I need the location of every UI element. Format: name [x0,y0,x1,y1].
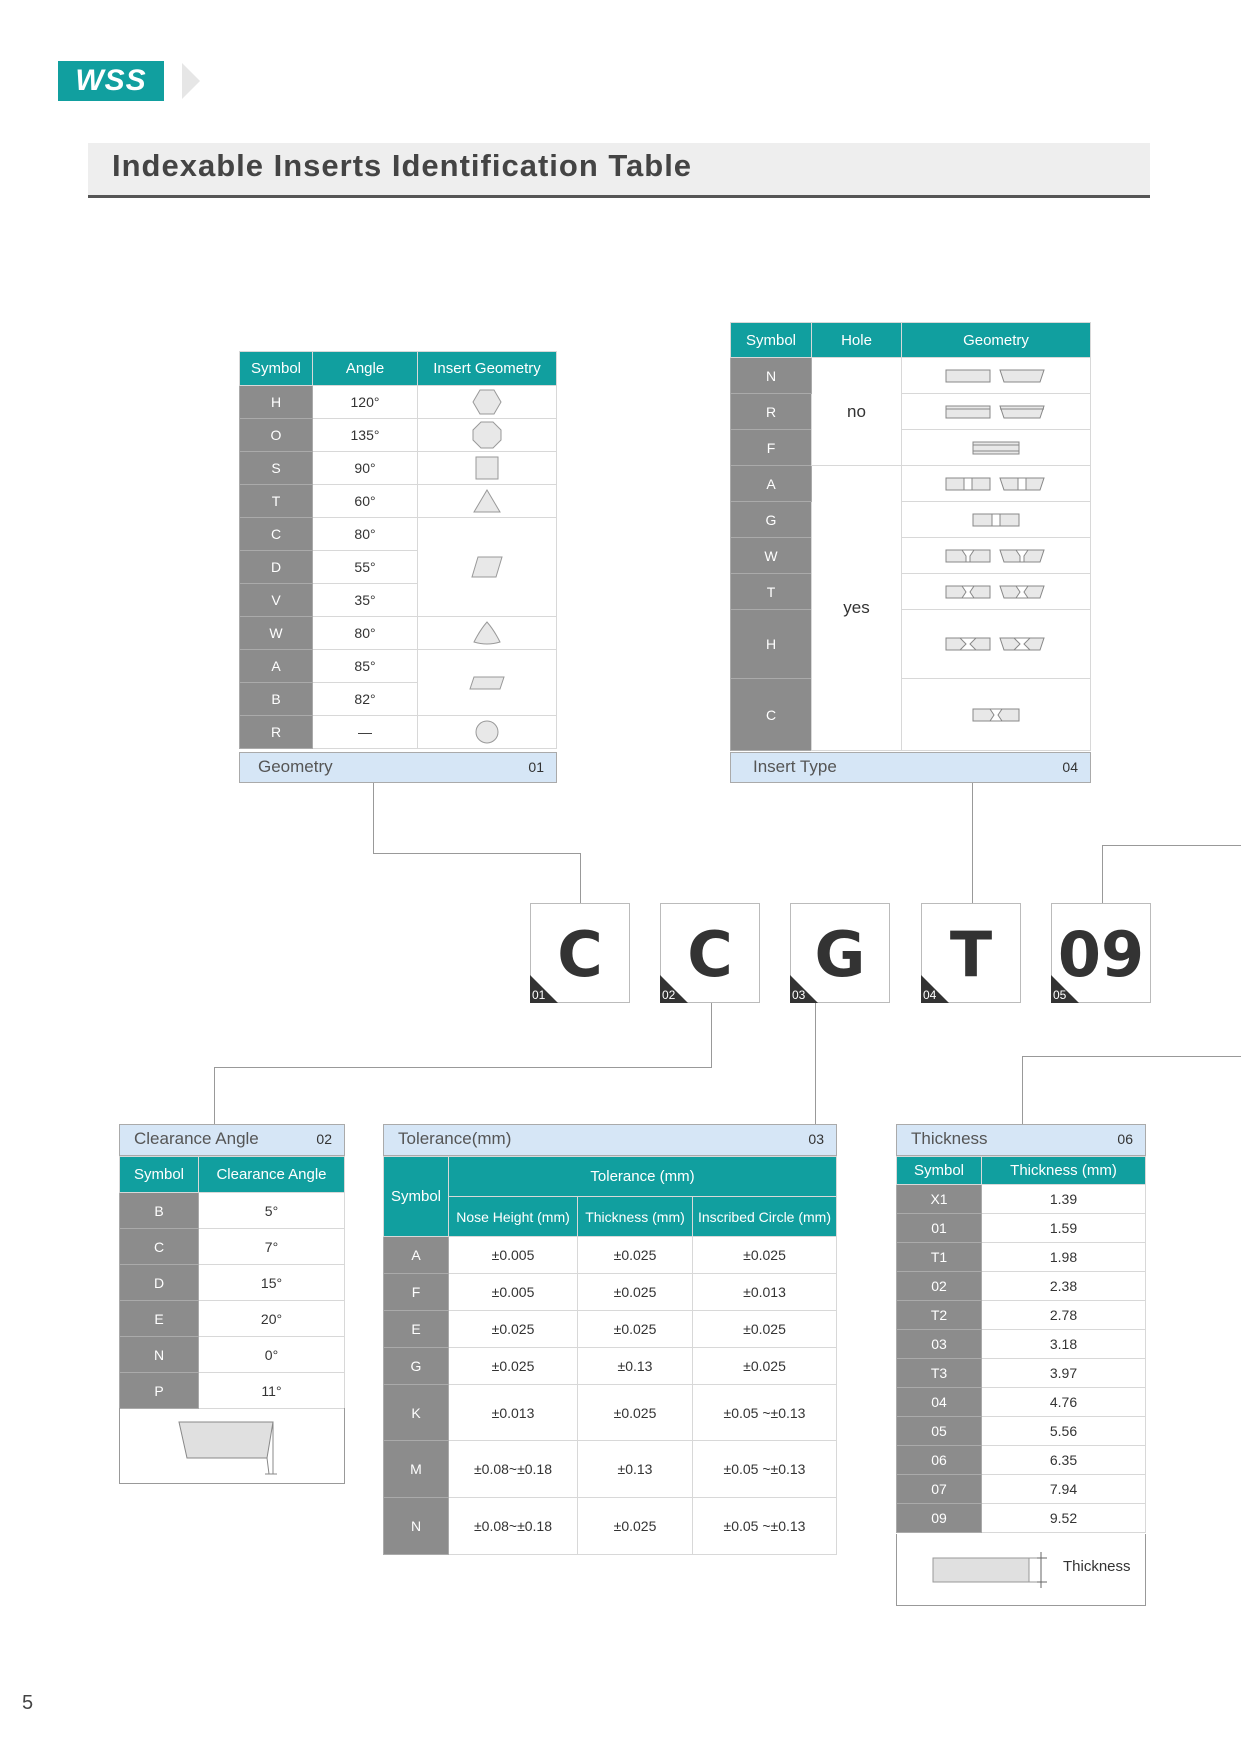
caption-title: Geometry [258,757,333,776]
col-header: Inscribed Circle (mm) [693,1197,837,1237]
angle-cell: 80° [313,617,418,650]
code-number: 01 [532,988,546,1002]
caption-title: Clearance Angle [134,1129,259,1148]
thickness-cell: ±0.025 [578,1274,693,1311]
connector-line [1102,845,1241,846]
value-cell: 20° [199,1301,345,1337]
nose-cell: ±0.025 [449,1311,578,1348]
symbol-cell: W [731,538,812,574]
connector-line [373,783,374,853]
ic-cell: ±0.05 ~±0.13 [693,1385,837,1441]
col-header: Symbol [731,323,812,358]
square-icon [418,452,557,485]
thickness-cell: ±0.025 [578,1237,693,1274]
insert-profile-icon [902,679,1091,751]
col-header: Hole [812,323,902,358]
octagon-icon [418,419,557,452]
hole-cell: no [812,358,902,466]
angle-cell: 60° [313,485,418,518]
value-cell: 5.56 [982,1417,1146,1446]
ic-cell: ±0.025 [693,1311,837,1348]
insert-profile-icon [902,574,1091,610]
parallelogram-icon [418,650,557,716]
thickness-cell: ±0.025 [578,1498,693,1555]
code-box-05 [1051,903,1151,1003]
thickness-diagram [896,1534,1146,1606]
symbol-cell: E [120,1301,199,1337]
value-cell: 9.52 [982,1504,1146,1533]
nose-cell: ±0.08~±0.18 [449,1498,578,1555]
hexagon-icon [418,386,557,419]
caption-number: 02 [316,1131,332,1147]
code-box-01 [530,903,630,1003]
symbol-cell: 09 [897,1504,982,1533]
value-cell: 5° [199,1193,345,1229]
angle-cell: 55° [313,551,418,584]
tolerance-table [383,1156,837,1555]
symbol-cell: R [240,716,313,749]
symbol-cell: 02 [897,1272,982,1301]
thickness-cell: ±0.13 [578,1441,693,1498]
symbol-cell: 03 [897,1330,982,1359]
code-box-02 [660,903,760,1003]
insert-profile-icon [902,430,1091,466]
symbol-cell: D [120,1265,199,1301]
value-cell: 15° [199,1265,345,1301]
symbol-cell: C [120,1229,199,1265]
clearance-diagram [119,1408,345,1484]
thickness-caption [896,1124,1146,1156]
clearance-table [119,1156,345,1409]
symbol-cell: N [384,1498,449,1555]
symbol-cell: F [384,1274,449,1311]
symbol-cell: H [240,386,313,419]
geometry-table [239,351,557,749]
triangle-icon [418,485,557,518]
symbol-cell: 07 [897,1475,982,1504]
angle-cell: — [313,716,418,749]
symbol-cell: M [384,1441,449,1498]
connector-line [214,1067,215,1124]
tolerance-caption [383,1124,837,1156]
clearance-angle-icon [177,1414,287,1478]
col-header: Symbol [897,1157,982,1185]
caption-title: Insert Type [753,757,837,776]
thickness-cell: ±0.025 [578,1311,693,1348]
symbol-cell: O [240,419,313,452]
value-cell: 0° [199,1337,345,1373]
code-box-04 [921,903,1021,1003]
nose-cell: ±0.08~±0.18 [449,1441,578,1498]
insert-profile-icon [902,538,1091,574]
thickness-label: Thickness [1063,1558,1131,1575]
insert-profile-icon [902,466,1091,502]
symbol-cell: A [731,466,812,502]
col-header: Insert Geometry [418,352,557,386]
thickness-profile-icon [931,1550,1061,1590]
angle-cell: 35° [313,584,418,617]
col-header: Nose Height (mm) [449,1197,578,1237]
angle-cell: 80° [313,518,418,551]
code-number: 05 [1053,988,1067,1002]
connector-line [972,783,973,903]
value-cell: 6.35 [982,1446,1146,1475]
logo-arrow-icon [180,61,202,101]
connector-line [1022,1056,1241,1057]
symbol-cell: N [731,358,812,394]
nose-cell: ±0.005 [449,1274,578,1311]
code-char: 09 [1057,918,1145,991]
code-char: C [557,918,603,991]
hole-cell: yes [812,466,902,751]
col-group-header: Tolerance (mm) [449,1157,837,1197]
symbol-cell: B [240,683,313,716]
symbol-cell: 05 [897,1417,982,1446]
symbol-cell: F [731,430,812,466]
symbol-cell: P [120,1373,199,1409]
circle-icon [418,716,557,749]
insert-profile-icon [902,610,1091,679]
symbol-cell: T2 [897,1301,982,1330]
caption-number: 01 [528,759,544,775]
insert-profile-icon [902,394,1091,430]
connector-line [1022,1056,1023,1124]
symbol-cell: 06 [897,1446,982,1475]
col-header: Geometry [902,323,1091,358]
symbol-cell: T1 [897,1243,982,1272]
value-cell: 7° [199,1229,345,1265]
value-cell: 2.38 [982,1272,1146,1301]
symbol-cell: D [240,551,313,584]
code-char: T [949,918,993,991]
value-cell: 1.59 [982,1214,1146,1243]
nose-cell: ±0.025 [449,1348,578,1385]
thickness-cell: ±0.025 [578,1385,693,1441]
value-cell: 1.39 [982,1185,1146,1214]
angle-cell: 85° [313,650,418,683]
value-cell: 7.94 [982,1475,1146,1504]
symbol-cell: T [240,485,313,518]
symbol-cell: T [731,574,812,610]
symbol-cell: R [731,394,812,430]
code-box-03 [790,903,890,1003]
col-header: Clearance Angle [199,1157,345,1193]
symbol-cell: G [731,502,812,538]
caption-number: 03 [808,1131,824,1147]
ic-cell: ±0.025 [693,1348,837,1385]
col-header: Symbol [384,1157,449,1237]
symbol-cell: V [240,584,313,617]
connector-line [214,1067,712,1068]
col-header: Thickness (mm) [578,1197,693,1237]
page-number: 5 [22,1692,34,1714]
clearance-caption [119,1124,345,1156]
symbol-cell: C [240,518,313,551]
logo-text: WSS [75,64,147,97]
thickness-table [896,1156,1146,1533]
col-header: Angle [313,352,418,386]
symbol-cell: W [240,617,313,650]
angle-cell: 135° [313,419,418,452]
connector-line [815,1003,816,1124]
angle-cell: 90° [313,452,418,485]
code-char: C [687,918,733,991]
angle-cell: 82° [313,683,418,716]
connector-line [373,853,581,854]
caption-title: Thickness [911,1129,988,1148]
value-cell: 11° [199,1373,345,1409]
value-cell: 2.78 [982,1301,1146,1330]
symbol-cell: T3 [897,1359,982,1388]
col-header: Symbol [240,352,313,386]
ic-cell: ±0.05 ~±0.13 [693,1498,837,1555]
insert-type-table [730,322,1091,751]
nose-cell: ±0.013 [449,1385,578,1441]
insert-type-caption [730,752,1091,783]
angle-cell: 120° [313,386,418,419]
code-number: 03 [792,988,806,1002]
connector-line [711,1003,712,1068]
value-cell: 1.98 [982,1243,1146,1272]
ic-cell: ±0.013 [693,1274,837,1311]
symbol-cell: G [384,1348,449,1385]
col-header: Symbol [120,1157,199,1193]
connector-line [580,853,581,903]
symbol-cell: 01 [897,1214,982,1243]
symbol-cell: H [731,610,812,679]
symbol-cell: 04 [897,1388,982,1417]
caption-title: Tolerance(mm) [398,1129,512,1148]
caption-number: 04 [1062,759,1078,775]
code-number: 04 [923,988,937,1002]
symbol-cell: N [120,1337,199,1373]
ic-cell: ±0.025 [693,1237,837,1274]
ic-cell: ±0.05 ~±0.13 [693,1441,837,1498]
symbol-cell: S [240,452,313,485]
nose-cell: ±0.005 [449,1237,578,1274]
symbol-cell: E [384,1311,449,1348]
code-char: G [814,918,866,991]
rhombus-icon [418,518,557,617]
insert-profile-icon [902,502,1091,538]
value-cell: 4.76 [982,1388,1146,1417]
symbol-cell: B [120,1193,199,1229]
symbol-cell: A [384,1237,449,1274]
symbol-cell: X1 [897,1185,982,1214]
value-cell: 3.97 [982,1359,1146,1388]
col-header: Thickness (mm) [982,1157,1146,1185]
geometry-caption [239,752,557,783]
code-number: 02 [662,988,676,1002]
value-cell: 3.18 [982,1330,1146,1359]
connector-line [1102,845,1103,903]
thickness-cell: ±0.13 [578,1348,693,1385]
page-title: Indexable Inserts Identification Table [112,148,693,183]
symbol-cell: C [731,679,812,751]
caption-number: 06 [1117,1131,1133,1147]
trigon-icon [418,617,557,650]
insert-profile-icon [902,358,1091,394]
symbol-cell: A [240,650,313,683]
symbol-cell: K [384,1385,449,1441]
